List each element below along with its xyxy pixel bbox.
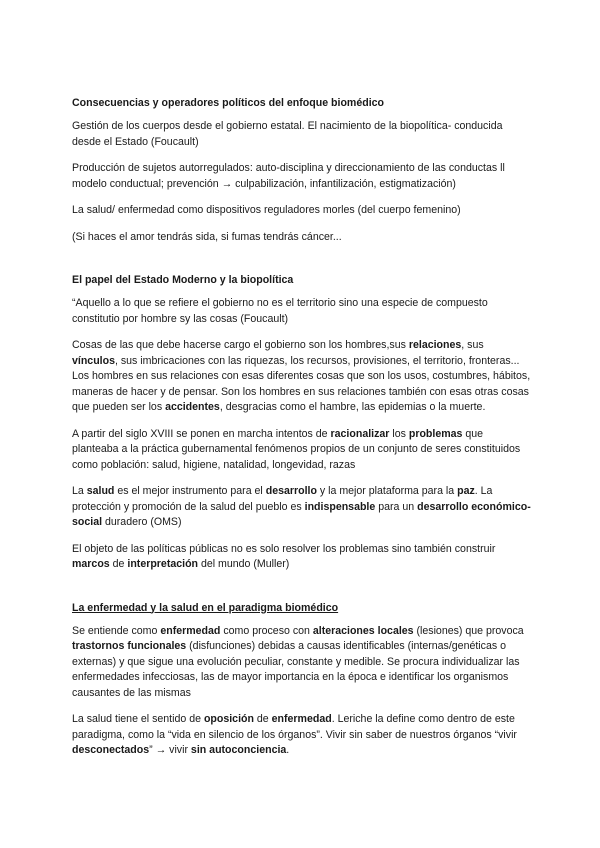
bold-term: desarrollo <box>265 485 317 497</box>
bold-term: relaciones <box>408 339 462 351</box>
text-run: duradero (OMS) <box>102 516 182 528</box>
bold-term: marcos <box>72 558 110 570</box>
paragraph: La salud/ enfermedad como dispositivos reguladores morles (del cuerpo femenino) <box>72 204 461 216</box>
text-run: El objeto de las políticas públicas no es solo resolver los problemas sino también construir <box>72 542 496 555</box>
text-run: (disfunciones) debidas a causas identificables (internas/genéticas o externas) y que sigue una evolución peculiar, constante y medible. Se procura individualizar las enfermedades infecciosas, las de mayor importancia en la época e identificar los organismos causantes de las mismas <box>72 640 520 699</box>
bold-term: trastornos funcionales <box>72 640 187 652</box>
paragraph <box>72 624 532 702</box>
paragraph <box>72 712 532 759</box>
text-run: , desgracias como el hambre, las epidemias o la muerte. <box>219 401 486 413</box>
paragraph <box>72 338 532 416</box>
section-heading-estado-moderno: El papel del Estado Moderno y la biopolítica <box>72 274 294 286</box>
text-run: , sus <box>461 339 484 351</box>
paragraph <box>72 484 532 531</box>
text-run: (lesiones) que provoca <box>413 624 524 637</box>
text-run: La salud tiene el sentido de <box>72 713 204 725</box>
bold-term: salud <box>86 485 115 497</box>
bold-term: sin autoconciencia <box>190 744 287 756</box>
text-run: Se entiende como <box>72 624 161 637</box>
bold-term: desarrollo económico-social <box>72 500 531 528</box>
text-run: . La protección y promoción de la salud del pueblo es <box>72 485 493 513</box>
bold-term: enfermedad <box>160 624 221 637</box>
text-run: los <box>389 427 409 440</box>
text-run: como proceso con <box>220 624 313 637</box>
paragraph: Producción de sujetos autorregulados: auto-disciplina y direccionamiento de las conductas ll modelo conductual; prevención → culpabilización, infantilización, estigmatización) <box>72 162 505 190</box>
bold-term: paz <box>457 485 475 497</box>
bold-term: racionalizar <box>330 427 390 440</box>
paragraph <box>72 542 532 573</box>
text-run: de <box>253 713 272 725</box>
text-run: es el mejor instrumento para el <box>114 485 266 497</box>
text-run: para un <box>375 500 418 513</box>
text-run: . Leriche la define como dentro de este paradigma, como la “vida en silencio de los órganos”. Vivir sin saber de nuestros órganos “vivir <box>72 713 517 741</box>
text-run: . <box>286 744 290 756</box>
section-heading-paradigma-biomedico: La enfermedad y la salud en el paradigma biomédico <box>72 601 339 614</box>
bold-term: desconectados <box>72 744 150 756</box>
paragraph: (Si haces el amor tendrás sida, si fumas tendrás cáncer... <box>72 230 342 243</box>
text-run: que planteaba a la práctica gubernamental fenómenos propios de un conjunto de seres constituidos como población: salud, higiene, natalidad, longevidad, razas <box>72 427 521 471</box>
text-run: , sus imbricaciones con las riquezas, los recursos, provisiones, el territorio, fronteras... Los hombres en sus relaciones con esas diferentes cosas que son los usos, costumbres, hábitos, maneras de hacer y de pensar. Son los hombres en sus relaciones también con esas otras cosas que pueden ser los <box>72 354 531 413</box>
text-run: del mundo (Muller) <box>198 558 290 570</box>
paragraph <box>72 427 532 474</box>
bold-term: accidentes <box>165 401 220 413</box>
bold-term: oposición <box>203 713 254 725</box>
document-content <box>72 96 532 759</box>
bold-term: enfermedad <box>271 713 332 725</box>
bold-term: interpretación <box>127 558 199 570</box>
bold-term: problemas <box>408 427 463 440</box>
text-run: ” → vivir <box>149 744 191 756</box>
section-heading-consecuencias: Consecuencias y operadores políticos del enfoque biomédico <box>72 97 384 109</box>
paragraph: Gestión de los cuerpos desde el gobierno estatal. El nacimiento de la biopolítica- conducida desde el Estado (Foucault) <box>72 120 503 148</box>
text-run: de <box>109 558 128 570</box>
paragraph-quote-foucault: “Aquello a lo que se refiere el gobierno no es el territorio sino una especie de compuesto constitutio por hombre sy las cosas (Foucault) <box>72 297 488 325</box>
text-run: A partir del siglo XVIII se ponen en marcha intentos de <box>72 427 331 440</box>
text-run: y la mejor plataforma para la <box>316 485 458 497</box>
text-run: La <box>72 485 87 497</box>
bold-term: alteraciones locales <box>312 624 414 637</box>
bold-term: indispensable <box>304 500 376 513</box>
bold-term: vínculos <box>72 354 115 367</box>
text-run: Cosas de las que debe hacerse cargo el gobierno son los hombres,sus <box>72 339 409 351</box>
